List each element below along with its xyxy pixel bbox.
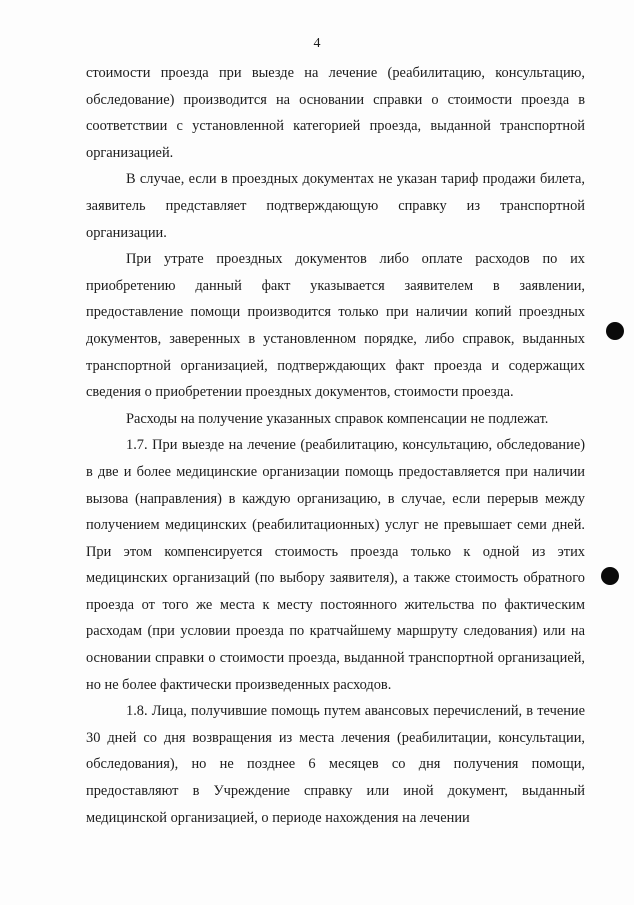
paragraph-section-1-8: 1.8. Лица, получившие помощь путем авансовых перечислений, в течение 30 дней со дня возвращения из места лечения (реабилитации, консультации, обследования), но не позднее 6 месяцев со дня получения помощи, предоставляют в Учреждение справку или иной документ, выданный медицинской организацией, о периоде нахождения на лечении [86, 703, 585, 826]
paragraph-travel-cost-certificate: стоимости проезда при выезде на лечение (реабилитацию, консультацию, обследование) производится на основании справки о стоимости проезда в соответствии с установленной категорией проезда, выданной транспортной организацией. [86, 65, 585, 161]
page-number: 4 [313, 36, 321, 51]
paragraph-certificate-costs: Расходы на получение указанных справок компенсации не подлежат. [126, 410, 549, 427]
paragraph-lost-documents: При утрате проездных документов либо оплате расходов по их приобретению данный факт указывается заявителем в заявлении, предоставление помощи производится только при наличии копий проездных документов, заверенных в установленном порядке, либо справок, выданных транспортной организацией, подтверждающих факт проезда и содержащих сведения о приобретении проездных документов, стоимости проезда. [86, 251, 585, 401]
punch-hole [601, 567, 619, 585]
punch-hole [606, 322, 624, 340]
paragraph-tariff-not-specified: В случае, если в проездных документах не указан тариф продажи билета, заявитель представляет подтверждающую справку из транспортной организации. [86, 171, 585, 241]
paragraph-section-1-7: 1.7. При выезде на лечение (реабилитацию, консультацию, обследование) в две и более медицинские организации помощь предоставляется при наличии вызова (направления) в каждую организацию, в случае, если перерыв между получением медицинских (реабилитационных) услуг не превышает семи дней. При этом компенсируется стоимость проезда только к одной из этих медицинских организаций (по выбору заявителя), а также стоимость обратного проезда от того же места к месту постоянного жительства по фактическим расходам (при условии проезда по кратчайшему маршруту следования) или на основании справки о стоимости проезда, выданной транспортной организацией, но не более фактически произведенных расходов. [86, 437, 585, 693]
document-body [86, 60, 585, 831]
